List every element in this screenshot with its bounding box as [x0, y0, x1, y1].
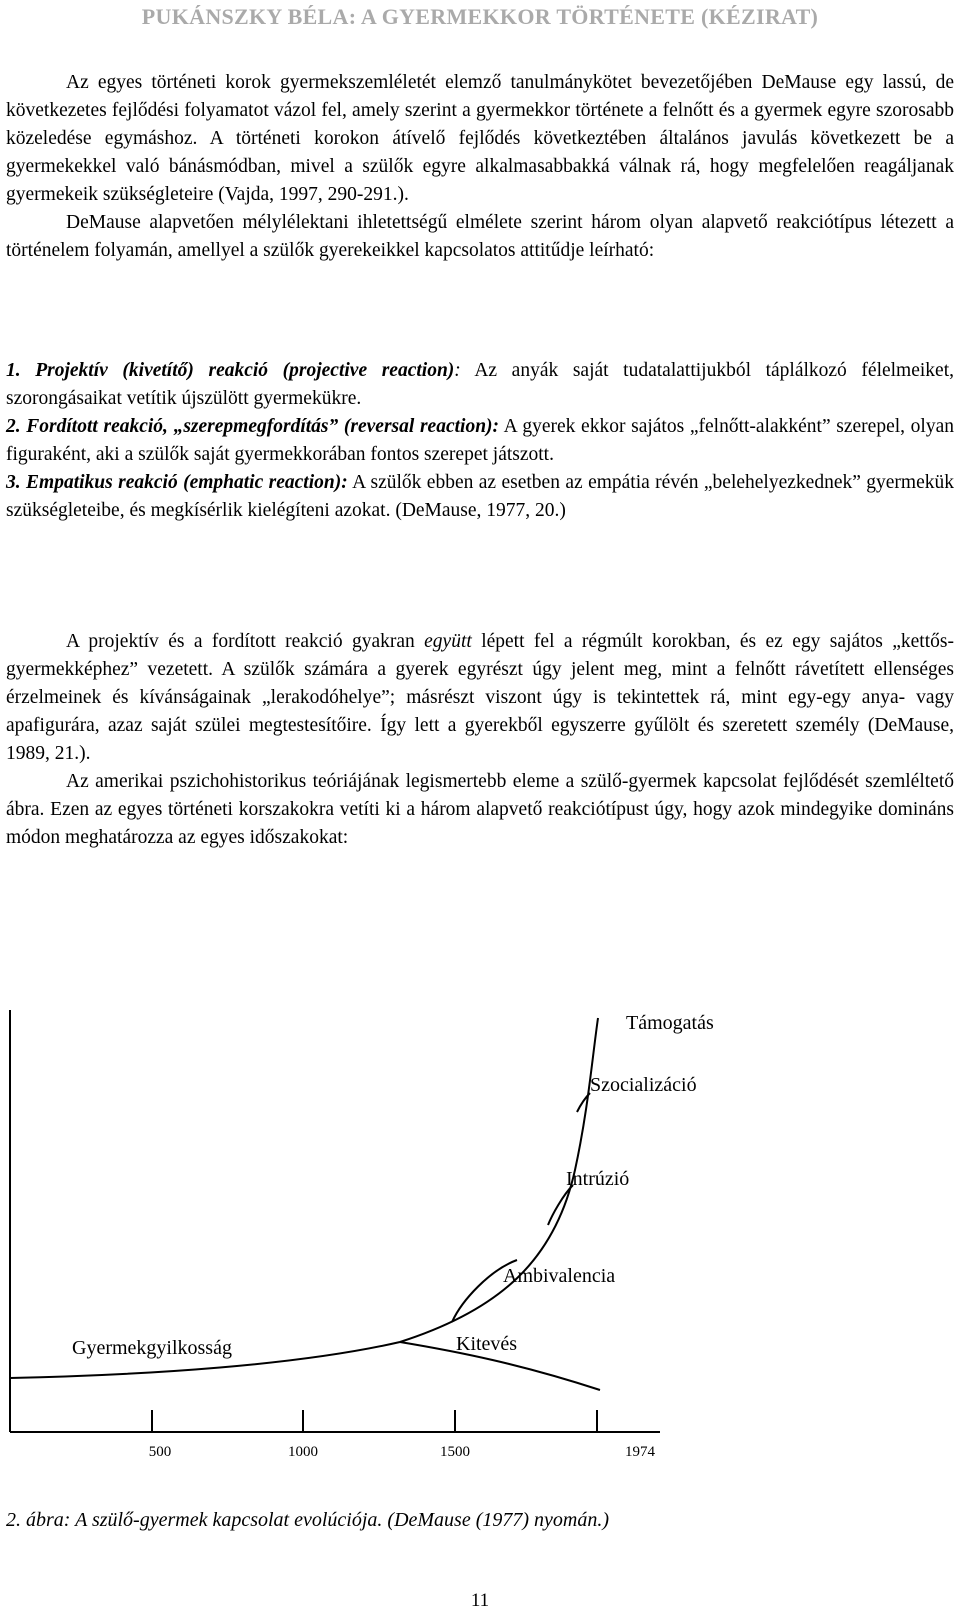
- reaction-title-reversal: 2. Fordított reakció, „szerepmegfordítás” (reversal reaction):: [6, 416, 500, 437]
- reaction-title-projective: 1. Projektív (kivetítő) reakció (projective reaction): [6, 360, 455, 381]
- body-text: [6, 69, 954, 265]
- reaction-item-reversal: [6, 413, 954, 469]
- page-number: 11: [470, 1590, 490, 1611]
- reaction-item-emphatic: [6, 469, 954, 525]
- p3-italic: együtt: [424, 631, 472, 652]
- body-text-2: [6, 628, 954, 852]
- x-tick-label-500: 500: [148, 1444, 172, 1460]
- reaction-colon: :: [454, 360, 461, 381]
- x-tick-label-1974: 1974: [625, 1444, 655, 1460]
- x-tick-label-1500: 1500: [440, 1444, 470, 1460]
- stage-label-intruzio: Intrúzió: [566, 1168, 630, 1190]
- reaction-title-emphatic: 3. Empatikus reakció (emphatic reaction):: [6, 472, 348, 493]
- p3-part-a: A projektív és a fordított reakció gyakran: [66, 631, 425, 652]
- stage-label-kitetes: Kitevés: [456, 1333, 518, 1355]
- reaction-text-projective: Az anyák saját tudatalattijukból táplálkozó félelmeiket, szorongásaikat vetítik újszülött gyermekükre.: [6, 360, 954, 409]
- reaction-text-emphatic: A szülők ebben az esetben az empátia révén „belehelyezkednek” gyermekük szükségleteibe, és megkísérlik kielégíteni azokat. (DeMause, 1977, 20.): [6, 472, 955, 521]
- main-evolution-curve: [10, 1018, 598, 1378]
- reaction-list: [6, 357, 954, 525]
- reaction-text-reversal: A gyerek ekkor sajátos „felnőtt-alakként” szerepel, olyan figuraként, aki a szülők saját gyermekkorában fontos szerepet játszott.: [6, 416, 955, 465]
- paragraph-reaction-types: DeMause alapvetően mélylélektani ihletettségű elmélete szerint három olyan alapvető reakciótípus létezett a történelem folyamán, amellyel a szülők gyerekeikkel kapcsolatos attitűdje leírható:: [6, 212, 954, 261]
- stage-label-gyermekgyilkossag: Gyermekgyilkosság: [72, 1337, 232, 1359]
- page-header: PUKÁNSZKY BÉLA: A GYERMEKKOR TÖRTÉNETE (KÉZIRAT): [141, 4, 819, 29]
- curve-branch-szocializacio: [577, 1093, 590, 1112]
- x-tick-label-1000: 1000: [288, 1444, 318, 1460]
- reaction-item-projective: [6, 357, 954, 413]
- stage-label-ambivalencia: Ambivalencia: [503, 1265, 616, 1287]
- paragraph-diagram-intro: Az amerikai pszichohistorikus teóriájának legismertebb eleme a szülő-gyermek kapcsolat fejlődését szemléltető ábra. Ezen az egyes történeti korszakokra vetíti ki a három alapvető reakciótípust úgy, hogy azok mindegyike domináns módon meghatározza az egyes időszakokat:: [6, 771, 954, 848]
- stage-label-tamogatas: Támogatás: [626, 1012, 714, 1034]
- stage-label-szocializacio: Szocializáció: [590, 1074, 697, 1096]
- paragraph-intro: Az egyes történeti korok gyermekszemléletét elemző tanulmánykötet bevezetőjében DeMause egy lassú, de következetes fejlődési folyamatot vázol fel, amely szerint a gyermekkor története a felnőtt és a gyermek egyre szorosabb közeledése egymáshoz. A történeti korokon átívelő fejlődés következtében általános javulás következett be a gyermekekkel való bánásmódban, mivel a szülők egyre alkalmasabbakká válnak rá, hogy megfelelően reagáljanak gyermekeik szükségleteire (Vajda, 1997, 290-291.).: [6, 72, 954, 205]
- paragraph-double-image: [6, 628, 954, 768]
- p3-part-b: lépett fel a régmúlt korokban, és ez egy sajátos „kettős-gyermekképhez” vezetett. A szülők számára a gyerek egyrészt úgy jelent meg, mint a felnőtt rávetített ellenséges érzelmeinek és kívánságainak „lerakodóhelye”; másrészt viszont úgy is tekintettek rá, mint egy-egy anya- vagy apafigurára, azaz saját szülei megtestesítőire. Így lett a gyerekből egyszerre gyűlölt és szeretett személy (DeMause, 1989, 21.).: [6, 631, 954, 764]
- evolution-diagram: [0, 1000, 960, 1460]
- diagram-svg: [0, 1000, 960, 1460]
- figure-caption: 2. ábra: A szülő-gyermek kapcsolat evolúciója. (DeMause (1977) nyomán.): [6, 1509, 610, 1531]
